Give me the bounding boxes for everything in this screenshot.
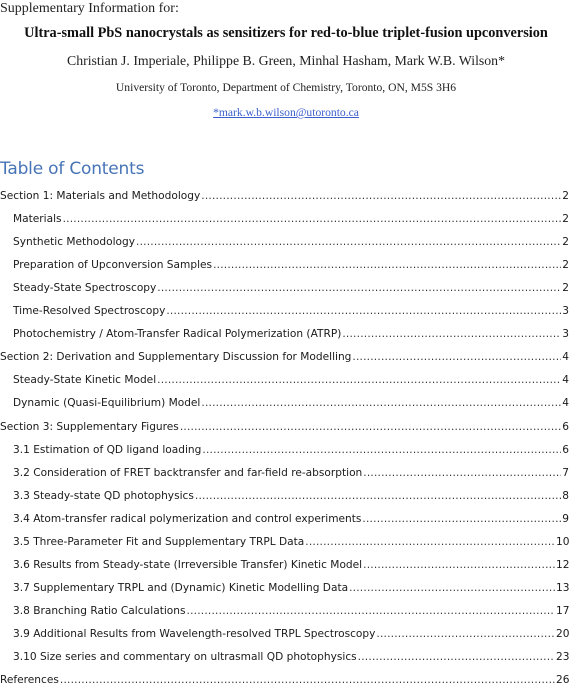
toc-page-number: 3 xyxy=(562,305,569,318)
toc-subsection-entry[interactable] xyxy=(0,603,572,617)
toc-dot-leader xyxy=(213,259,561,271)
toc-page-number: 4 xyxy=(562,397,569,410)
toc-page-number: 23 xyxy=(556,651,570,663)
toc-dot-leader xyxy=(201,397,561,409)
toc-page-number: 4 xyxy=(562,374,569,387)
toc-entry-label: 3.4 Atom-transfer radical polymerization and control experiments xyxy=(13,512,362,525)
toc-dot-leader xyxy=(157,374,561,386)
toc-section-entry[interactable] xyxy=(0,349,572,363)
toc-dot-leader xyxy=(342,328,561,340)
toc-entry-label: Steady-State Spectroscopy xyxy=(13,282,157,295)
toc-subsection-entry[interactable] xyxy=(0,465,572,479)
toc-subsection-entry[interactable] xyxy=(0,626,572,640)
toc-entry-label: Photochemistry / Atom-Transfer Radical Polymerization (ATRP) xyxy=(13,328,342,341)
toc-page-number: 2 xyxy=(562,282,569,295)
toc-entry-label: Steady-State Kinetic Model xyxy=(13,374,157,387)
toc-entry-label: 3.10 Size series and commentary on ultrasmall QD photophysics xyxy=(13,651,357,663)
toc-entry-label: Section 2: Derivation and Supplementary Discussion for Modelling xyxy=(0,351,352,364)
toc-page-number: 12 xyxy=(556,558,570,571)
toc-page-number: 17 xyxy=(556,604,570,617)
toc-subsection-entry[interactable] xyxy=(0,557,572,571)
toc-entry-label: Time-Resolved Spectroscopy xyxy=(13,305,166,318)
toc-dot-leader xyxy=(352,351,561,363)
toc-subsection-entry[interactable] xyxy=(0,649,572,663)
toc-page-number: 2 xyxy=(562,190,569,202)
toc-dot-leader xyxy=(63,213,561,225)
toc-subsection-entry[interactable] xyxy=(0,395,572,409)
toc-page-number: 7 xyxy=(562,466,569,479)
toc-page-number: 2 xyxy=(562,213,569,226)
toc-subsection-entry[interactable] xyxy=(0,511,572,525)
affiliation: University of Toronto, Department of Chemistry, Toronto, ON, M5S 3H6 xyxy=(115,81,457,94)
contact-email xyxy=(0,106,572,119)
toc-dot-leader xyxy=(187,605,555,617)
toc-entry-label: 3.5 Three-Parameter Fit and Supplementary TRPL Data xyxy=(13,535,305,548)
toc-page-number: 10 xyxy=(556,535,570,548)
toc-entry-label: 3.8 Branching Ratio Calculations xyxy=(13,604,186,617)
toc-entry-label: References xyxy=(0,674,59,687)
toc-dot-leader xyxy=(180,421,561,433)
toc-entry-label: Dynamic (Quasi-Equilibrium) Model xyxy=(13,397,201,410)
toc-dot-leader xyxy=(195,490,561,502)
toc-entry-label: Synthetic Methodology xyxy=(13,236,136,249)
toc-subsection-entry[interactable] xyxy=(0,580,572,594)
toc-dot-leader xyxy=(60,674,555,686)
toc-subsection-entry[interactable] xyxy=(0,211,572,225)
toc-page-number: 9 xyxy=(562,512,569,525)
toc-subsection-entry[interactable] xyxy=(0,442,572,456)
toc-dot-leader xyxy=(349,582,555,594)
toc-dot-leader xyxy=(202,444,561,456)
toc-dot-leader xyxy=(362,513,561,525)
toc-entry-label: 3.7 Supplementary TRPL and (Dynamic) Kinetic Modelling Data xyxy=(13,581,349,594)
toc-entry-label: 3.1 Estimation of QD ligand loading xyxy=(13,443,202,456)
toc-entry-label: Materials xyxy=(13,213,62,226)
email-link[interactable]: *mark.w.b.wilson@utoronto.ca xyxy=(213,106,359,119)
toc-section-entry[interactable] xyxy=(0,672,572,686)
toc-dot-leader xyxy=(166,305,561,317)
toc-dot-leader xyxy=(305,536,555,548)
toc-entry-label: Section 3: Supplementary Figures xyxy=(0,420,179,433)
paper-title: Ultra-small PbS nanocrystals as sensitizers for red-to-blue triplet-fusion upconversion xyxy=(24,25,548,41)
toc-subsection-entry[interactable] xyxy=(0,326,572,340)
toc-page-number: 4 xyxy=(562,351,569,364)
toc-dot-leader xyxy=(376,628,555,640)
toc-subsection-entry[interactable] xyxy=(0,234,572,248)
toc-dot-leader xyxy=(363,467,561,479)
toc-entry-label: 3.9 Additional Results from Wavelength-resolved TRPL Spectroscopy xyxy=(13,627,376,640)
toc-entry-label: 3.3 Steady-state QD photophysics xyxy=(13,489,194,502)
toc-heading: Table of Contents xyxy=(0,159,145,179)
si-label: Supplementary Information for: xyxy=(0,1,179,16)
toc-page-number: 3 xyxy=(562,328,569,341)
toc-entry-label: Section 1: Materials and Methodology xyxy=(0,190,201,202)
toc-page-number: 6 xyxy=(562,420,569,433)
toc-dot-leader xyxy=(201,190,561,202)
toc-page-number: 6 xyxy=(562,443,569,456)
toc-dot-leader xyxy=(358,651,555,663)
toc-page-number: 26 xyxy=(556,674,570,687)
toc-page-number: 8 xyxy=(562,489,569,502)
toc-dot-leader xyxy=(157,282,561,294)
toc-subsection-entry[interactable] xyxy=(0,488,572,502)
toc-page-number: 13 xyxy=(556,581,570,594)
toc-page-number: 20 xyxy=(556,627,570,640)
toc-subsection-entry[interactable] xyxy=(0,257,572,271)
toc-subsection-entry[interactable] xyxy=(0,280,572,294)
toc-subsection-entry[interactable] xyxy=(0,372,572,386)
toc-page-number: 2 xyxy=(562,259,569,272)
toc-subsection-entry[interactable] xyxy=(0,303,572,317)
toc-entry-label: 3.6 Results from Steady-state (Irreversible Transfer) Kinetic Model xyxy=(13,558,363,571)
toc-entry-label: Preparation of Upconversion Samples xyxy=(13,259,213,272)
toc-section-entry[interactable] xyxy=(0,419,572,433)
author-list: Christian J. Imperiale, Philippe B. Green, Minhal Hasham, Mark W.B. Wilson* xyxy=(67,53,505,68)
toc-page-number: 2 xyxy=(562,236,569,249)
toc-entry-label: 3.2 Consideration of FRET backtransfer and far-field re-absorption xyxy=(13,466,363,479)
toc-dot-leader xyxy=(136,236,561,248)
toc-section-entry[interactable] xyxy=(0,188,572,202)
toc-subsection-entry[interactable] xyxy=(0,534,572,548)
toc-dot-leader xyxy=(363,559,555,571)
